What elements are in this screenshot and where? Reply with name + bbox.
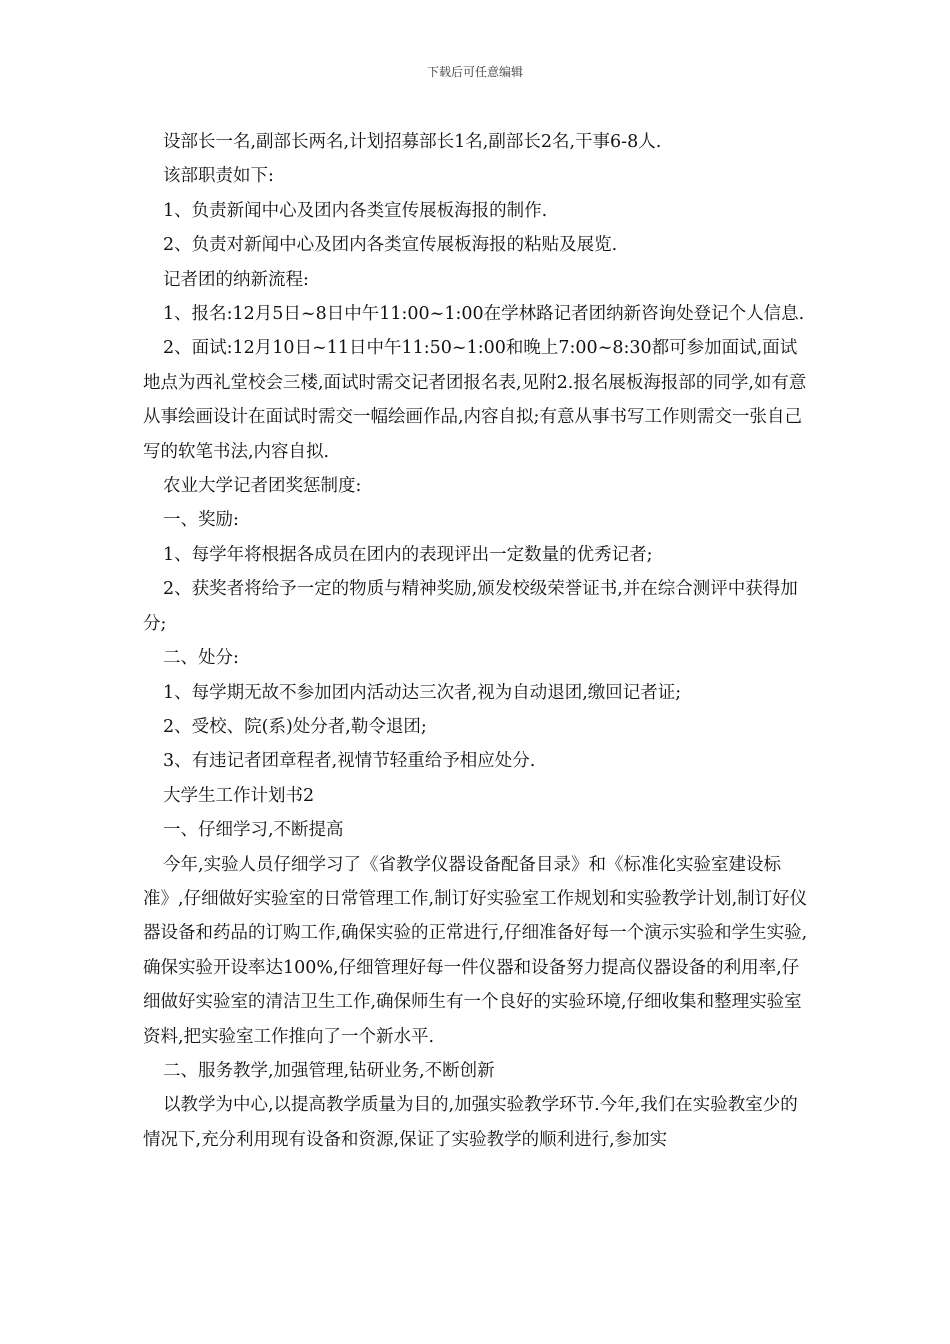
paragraph-5: 记者团的纳新流程:: [163, 269, 309, 290]
paragraph-14: 2、受校、院(系)处分者,勒令退团;: [163, 716, 427, 737]
paragraph-2: 该部职责如下:: [163, 166, 274, 187]
paragraph-11: 2、获奖者将给予一定的物质与精神奖励,颁发校级荣誉证书,并在综合测评中获得加分;: [143, 579, 798, 634]
paragraph-8: 农业大学记者团奖惩制度:: [163, 476, 362, 497]
paragraph-9: 一、奖励:: [163, 510, 239, 531]
paragraph-19: 二、服务教学,加强管理,钻研业务,不断创新: [163, 1060, 495, 1081]
page-header: 下载后可任意编辑: [426, 65, 523, 79]
paragraph-13: 1、每学期无故不参加团内活动达三次者,视为自动退团,缴回记者证;: [163, 682, 682, 703]
paragraph-6: 1、报名:12月5日~8日中午11:00~1:00在学林路记者团纳新咨询处登记个人信息.: [163, 304, 805, 325]
paragraph-4: 2、负责对新闻中心及团内各类宣传展板海报的粘贴及展览.: [163, 235, 618, 256]
paragraph-15: 3、有违记者团章程者,视情节轻重给予相应处分.: [163, 751, 536, 772]
document-body: [143, 125, 813, 1157]
paragraph-16: 大学生工作计划书2: [163, 785, 315, 806]
paragraph-7: 2、面试:12月10日~11日中午11:50~1:00和晚上7:00~8:30都可参加面试,面试地点为西礼堂校会三楼,面试时需交记者团报名表,见附2.报名展板海报部的同学,如有意从事绘画设计在面试时需交一幅绘画作品,内容自拟;有意从事书写工作则需交一张自己写的软笔书法,内容自拟.: [143, 338, 807, 462]
paragraph-17: 一、仔细学习,不断提高: [163, 820, 344, 841]
paragraph-12: 二、处分:: [163, 648, 239, 669]
paragraph-20: 以教学为中心,以提高教学质量为目的,加强实验教学环节.今年,我们在实验教室少的情况下,充分利用现有设备和资源,保证了实验教学的顺利进行,参加实: [143, 1095, 798, 1150]
paragraph-1: 设部长一名,副部长两名,计划招募部长1名,副部长2名,干事6-8人.: [163, 132, 662, 152]
paragraph-18: 今年,实验人员仔细学习了《省教学仪器设备配备目录》和《标准化实验室建设标准》,仔细做好实验室的日常管理工作,制订好实验室工作规划和实验教学计划,制订好仪器设备和药品的订购工作,确保实验的正常进行,仔细准备好每一个演示实验和学生实验,确保实验开设率达100%,仔细管理好每一件仪器和设备努力提高仪器设备的利用率,仔细做好实验室的清洁卫生工作,确保师生有一个良好的实验环境,仔细收集和整理实验室资料,把实验室工作推向了一个新水平.: [143, 854, 808, 1047]
paragraph-10: 1、每学年将根据各成员在团内的表现评出一定数量的优秀记者;: [163, 544, 653, 565]
paragraph-3: 1、负责新闻中心及团内各类宣传展板海报的制作.: [163, 200, 548, 221]
